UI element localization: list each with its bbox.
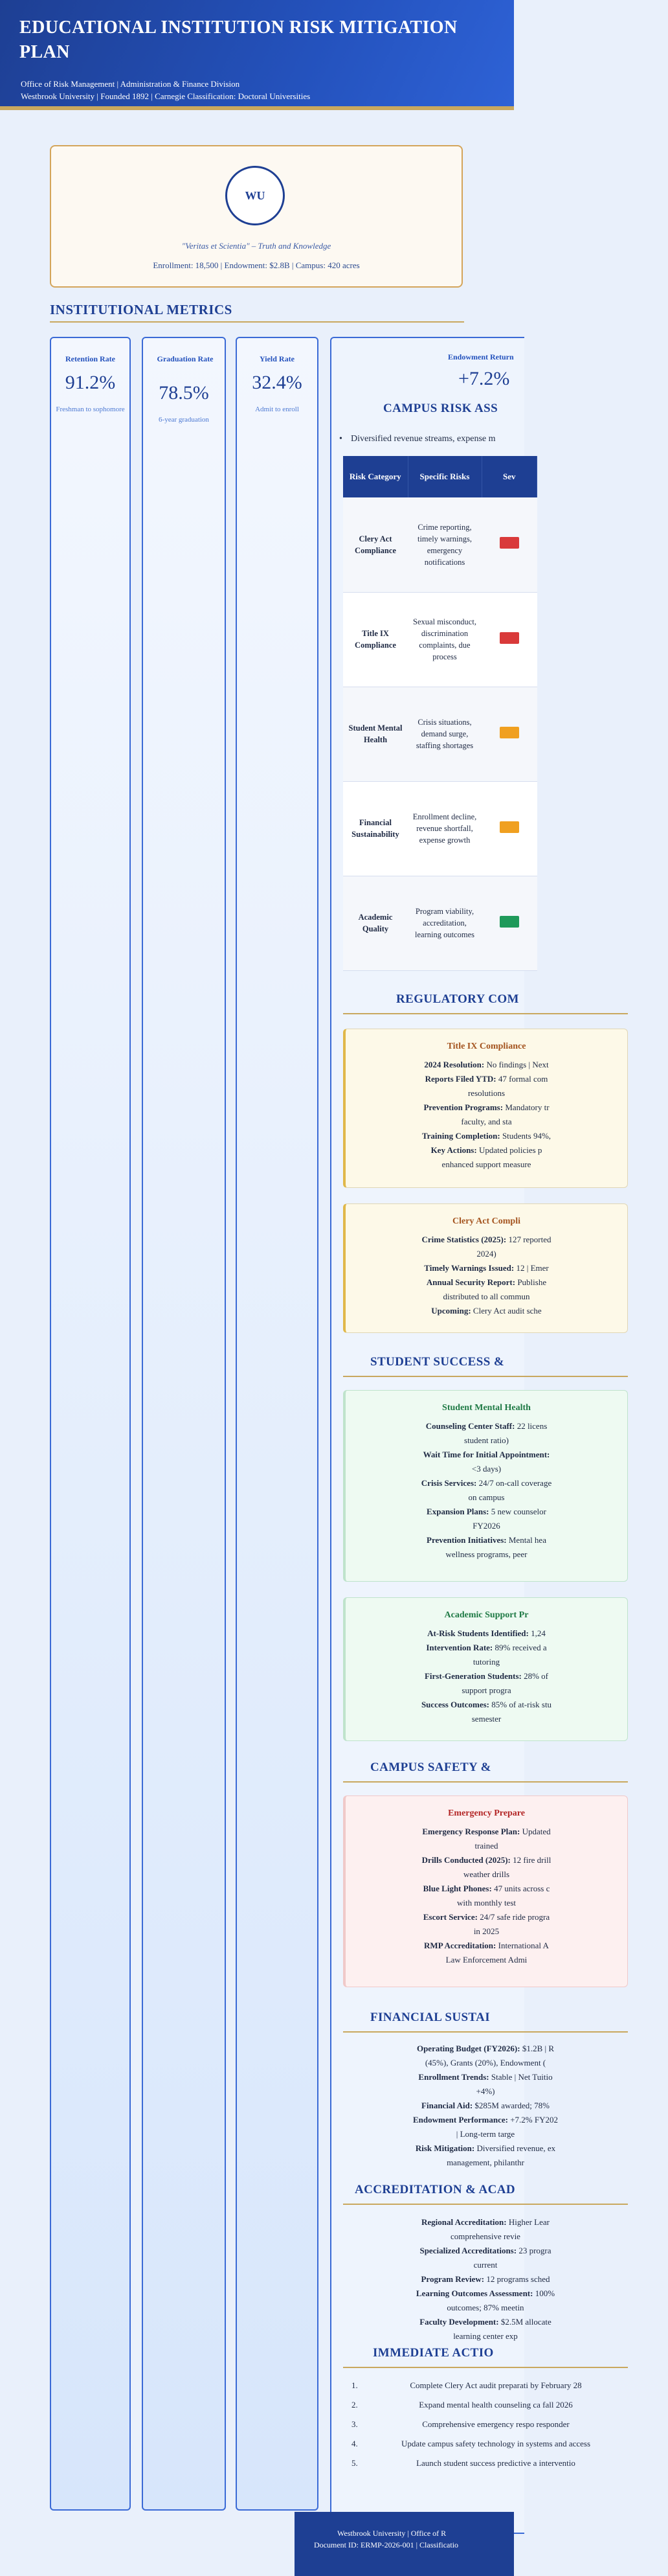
detail-key: Enrollment Trends: xyxy=(418,2072,489,2082)
risk-category: Academic Quality xyxy=(343,876,408,970)
detail-row xyxy=(355,1896,618,1910)
emergency-preparedness-card xyxy=(343,1795,628,1987)
risk-details: Enrollment decline, revenue shortfall, expense growth xyxy=(408,781,482,876)
detail-value: 5 new counselor xyxy=(489,1507,546,1516)
list-item: 3. Comprehensive emergency respo responder xyxy=(360,2417,632,2432)
column-header: Risk Category xyxy=(343,456,408,497)
detail-row xyxy=(355,1910,618,1924)
actions-title: IMMEDIATE ACTIO xyxy=(373,2346,494,2360)
header-university-line: Westbrook University | Founded 1892 | Carnegie Classification: Doctoral Universities xyxy=(21,91,311,101)
financial-title: FINANCIAL SUSTAI xyxy=(370,2011,491,2024)
header-office-line: Office of Risk Management | Administration & Finance Division xyxy=(21,79,240,89)
detail-value: Students 94%, xyxy=(500,1131,551,1141)
detail-value: (45%), Grants (20%), Endowment ( xyxy=(425,2058,546,2068)
metric-value: 91.2% xyxy=(65,372,116,393)
detail-key: Blue Light Phones: xyxy=(423,1884,492,1893)
severity-cell xyxy=(482,876,537,970)
detail-value: Diversified revenue, ex xyxy=(474,2143,556,2153)
detail-key: Prevention Programs: xyxy=(423,1102,504,1112)
detail-value: weather drills xyxy=(463,1869,510,1879)
risk-details: Sexual misconduct, discrimination complaints, due process xyxy=(408,592,482,687)
detail-key: Upcoming: xyxy=(431,1306,471,1316)
detail-value: $285M awarded; 78% xyxy=(473,2101,550,2110)
clery-act-card xyxy=(343,1203,628,1333)
severity-badge xyxy=(500,821,519,833)
detail-row xyxy=(355,1505,618,1519)
metric-note: 6-year graduation xyxy=(159,416,209,424)
detail-value: current xyxy=(473,2260,498,2270)
detail-row xyxy=(343,2329,628,2343)
detail-row xyxy=(355,1233,618,1247)
detail-row xyxy=(355,1882,618,1896)
detail-row xyxy=(355,1304,618,1318)
detail-row xyxy=(343,2258,628,2272)
severity-cell xyxy=(482,592,537,687)
detail-value: Higher Lear xyxy=(506,2217,550,2227)
detail-value: support progra xyxy=(462,1685,511,1695)
detail-key: At-Risk Students Identified: xyxy=(427,1628,529,1638)
detail-value: +4%) xyxy=(476,2086,495,2096)
detail-row xyxy=(355,1058,618,1072)
detail-value: $1.2B | R xyxy=(520,2044,555,2053)
detail-row xyxy=(355,1641,618,1655)
detail-row xyxy=(355,1275,618,1290)
detail-value: 89% received a xyxy=(493,1643,547,1652)
detail-value: learning center exp xyxy=(453,2331,518,2341)
detail-value: Mental hea xyxy=(506,1535,546,1545)
metric-card-graduation xyxy=(142,337,226,2511)
detail-key: Risk Mitigation: xyxy=(415,2143,475,2153)
detail-key: Crime Statistics (2025): xyxy=(421,1235,507,1244)
detail-value: trained xyxy=(474,1841,498,1851)
detail-key: Escort Service: xyxy=(423,1912,478,1922)
detail-row xyxy=(355,1698,618,1712)
detail-value: No findings | Next xyxy=(484,1060,549,1069)
detail-value: Law Enforcement Admi xyxy=(445,1955,528,1965)
detail-value: 12 fire drill xyxy=(510,1855,551,1865)
table-row xyxy=(343,592,537,687)
risk-category: Clery Act Compliance xyxy=(343,497,408,592)
detail-value: 28% of xyxy=(521,1671,549,1681)
detail-value: 23 progra xyxy=(517,2246,551,2255)
detail-row xyxy=(355,1476,618,1490)
detail-key: RMP Accreditation: xyxy=(424,1941,496,1950)
detail-key: Specialized Accreditations: xyxy=(419,2246,517,2255)
detail-key: Annual Security Report: xyxy=(426,1277,516,1287)
detail-key: Faculty Development: xyxy=(419,2317,499,2327)
detail-key: Training Completion: xyxy=(421,1131,500,1141)
metric-note: Freshman to sophomore xyxy=(56,405,125,413)
detail-key: Reports Filed YTD: xyxy=(425,1074,496,1084)
table-row xyxy=(343,781,537,876)
detail-key: Learning Outcomes Assessment: xyxy=(416,2288,533,2298)
detail-key: Financial Aid: xyxy=(421,2101,473,2110)
detail-row xyxy=(343,2244,628,2258)
detail-value: Updated policies p xyxy=(476,1145,542,1155)
detail-row xyxy=(355,1683,618,1698)
metric-value-endowment: +7.2% xyxy=(458,368,510,389)
detail-value: in 2025 xyxy=(473,1926,500,1936)
detail-row xyxy=(355,1462,618,1476)
card-heading: Emergency Prepare xyxy=(448,1808,525,1818)
actions-list xyxy=(343,2378,632,2476)
detail-value: 22 licens xyxy=(515,1421,548,1431)
academic-support-card xyxy=(343,1597,628,1741)
detail-row xyxy=(343,2286,628,2301)
severity-cell xyxy=(482,497,537,592)
metric-label: Graduation Rate xyxy=(157,354,214,363)
detail-row xyxy=(355,1712,618,1726)
student-success-title: STUDENT SUCCESS & xyxy=(370,1355,505,1369)
detail-value: Publishe xyxy=(515,1277,547,1287)
card-heading: Academic Support Pr xyxy=(444,1610,529,1620)
detail-value: tutoring xyxy=(473,1657,500,1667)
risk-table xyxy=(343,456,537,971)
detail-value: 12 | Emer xyxy=(514,1263,549,1273)
section-divider xyxy=(343,1376,628,1377)
detail-row xyxy=(355,1433,618,1448)
institution-card xyxy=(50,145,463,288)
footer-line-2: Document ID: ERMP-2026-001 | Classificatio xyxy=(314,2540,459,2549)
list-item: 2. Expand mental health counseling ca fall 2026 xyxy=(360,2398,632,2412)
severity-badge xyxy=(500,727,519,738)
metric-card-retention xyxy=(50,337,131,2511)
detail-value: 47 formal com xyxy=(496,1074,548,1084)
metric-note: Admit to enroll xyxy=(255,405,299,413)
university-seal-icon xyxy=(225,166,285,225)
detail-value: International A xyxy=(496,1941,549,1950)
detail-key: Drills Conducted (2025): xyxy=(421,1855,511,1865)
detail-value: 24/7 on-call coverage xyxy=(476,1478,552,1488)
severity-cell xyxy=(482,687,537,781)
detail-row xyxy=(343,2099,628,2113)
detail-value: 24/7 safe ride progra xyxy=(477,1912,550,1922)
detail-value: | Long-term targe xyxy=(456,2129,515,2139)
financial-details xyxy=(343,2042,628,2170)
detail-value: Updated xyxy=(520,1827,551,1836)
accreditation-details xyxy=(343,2215,628,2343)
risk-category: Title IX Compliance xyxy=(343,592,408,687)
detail-value: semester xyxy=(471,1714,502,1724)
detail-value: +7.2% FY202 xyxy=(507,2115,558,2125)
footer-line-1: Westbrook University | Office of R xyxy=(337,2529,447,2538)
detail-row xyxy=(355,1825,618,1839)
detail-row xyxy=(355,1290,618,1304)
regulatory-section-title: REGULATORY COM xyxy=(396,992,519,1006)
detail-value: wellness programs, peer xyxy=(445,1549,528,1559)
detail-value: $2.5M allocate xyxy=(498,2317,551,2327)
detail-row xyxy=(355,1655,618,1669)
detail-key: Operating Budget (FY2026): xyxy=(416,2044,520,2053)
detail-value: with monthly test xyxy=(457,1898,516,1908)
detail-value: 1,24 xyxy=(528,1628,546,1638)
detail-value: resolutions xyxy=(467,1088,506,1098)
detail-value: <3 days) xyxy=(471,1464,502,1474)
detail-value: 85% of at-risk stu xyxy=(489,1700,552,1709)
risk-details: Crisis situations, demand surge, staffing shortages xyxy=(408,687,482,781)
detail-row xyxy=(355,1547,618,1562)
detail-row xyxy=(343,2215,628,2229)
detail-key: Intervention Rate: xyxy=(426,1643,493,1652)
section-divider xyxy=(343,2031,628,2033)
detail-row xyxy=(355,1853,618,1867)
card-heading: Clery Act Compli xyxy=(452,1216,520,1226)
severity-badge xyxy=(500,916,519,928)
detail-key: Crisis Services: xyxy=(421,1478,477,1488)
section-divider xyxy=(343,1781,628,1783)
detail-key: Counseling Center Staff: xyxy=(425,1421,515,1431)
detail-value: Mandatory tr xyxy=(503,1102,550,1112)
detail-key: Program Review: xyxy=(421,2274,485,2284)
detail-value: 2024) xyxy=(476,1249,496,1259)
section-divider xyxy=(343,1013,628,1014)
metrics-section-title: INSTITUTIONAL METRICS xyxy=(50,302,232,317)
detail-row xyxy=(355,1669,618,1683)
campus-safety-title: CAMPUS SAFETY & xyxy=(370,1761,491,1774)
metric-value: 32.4% xyxy=(252,372,302,393)
detail-row xyxy=(355,1247,618,1261)
metric-value: 78.5% xyxy=(159,382,209,404)
detail-row xyxy=(343,2056,628,2070)
detail-row xyxy=(355,1129,618,1143)
seal-initials: WU xyxy=(245,188,265,202)
header-divider xyxy=(0,106,514,110)
risk-table-header xyxy=(343,456,537,497)
detail-row xyxy=(355,1533,618,1547)
main-content-panel xyxy=(330,337,591,2534)
detail-value: 100% xyxy=(533,2288,555,2298)
detail-row xyxy=(343,2113,628,2127)
document-title: EDUCATIONAL INSTITUTION RISK MITIGATION PLAN xyxy=(19,17,458,62)
detail-value: Stable | Net Tuitio xyxy=(489,2072,553,2082)
detail-value: management, philanthr xyxy=(447,2158,524,2167)
detail-key: First-Generation Students: xyxy=(424,1671,522,1681)
risk-category: Student Mental Health xyxy=(343,687,408,781)
detail-row xyxy=(343,2301,628,2315)
detail-row xyxy=(355,1072,618,1086)
severity-badge xyxy=(500,632,519,644)
detail-row xyxy=(343,2272,628,2286)
detail-row xyxy=(355,1939,618,1953)
detail-row xyxy=(355,1143,618,1157)
detail-value: on campus xyxy=(468,1492,505,1502)
detail-row xyxy=(355,1448,618,1462)
detail-row xyxy=(355,1115,618,1129)
accreditation-title: ACCREDITATION & ACAD xyxy=(355,2183,515,2196)
page-footer xyxy=(295,2512,514,2576)
detail-value: Clery Act audit sche xyxy=(471,1306,542,1316)
detail-key: Success Outcomes: xyxy=(421,1700,490,1709)
risk-bullet: • Diversified revenue streams, expense m xyxy=(351,434,496,444)
metric-card-yield xyxy=(236,337,318,2511)
column-header: Sev xyxy=(482,456,537,497)
detail-value: outcomes; 87% meetin xyxy=(447,2303,524,2312)
detail-row xyxy=(355,1100,618,1115)
detail-value: 47 units across c xyxy=(491,1884,550,1893)
detail-row xyxy=(355,1867,618,1882)
detail-value: faculty, and sta xyxy=(461,1117,512,1126)
detail-row xyxy=(355,1839,618,1853)
detail-key: Timely Warnings Issued: xyxy=(424,1263,515,1273)
table-row xyxy=(343,876,537,970)
detail-key: Wait Time for Initial Appointment: xyxy=(423,1450,550,1459)
detail-row xyxy=(355,1953,618,1967)
detail-row xyxy=(355,1157,618,1172)
university-stats: Enrollment: 18,500 | Endowment: $2.8B | Campus: 420 acres xyxy=(153,260,360,270)
detail-row xyxy=(343,2141,628,2156)
detail-row xyxy=(355,1490,618,1505)
section-divider xyxy=(50,321,464,323)
section-divider xyxy=(343,2367,628,2368)
table-row xyxy=(343,497,537,592)
detail-value: 127 reported xyxy=(506,1235,551,1244)
risk-section-title: CAMPUS RISK ASS xyxy=(383,402,498,415)
severity-badge xyxy=(500,537,519,549)
university-motto: "Veritas et Scientia" – Truth and Knowledge xyxy=(181,241,331,251)
card-heading: Student Mental Health xyxy=(442,1403,531,1413)
table-row xyxy=(343,687,537,781)
detail-key: Regional Accreditation: xyxy=(421,2217,507,2227)
page-header xyxy=(0,0,514,106)
detail-key: Key Actions: xyxy=(430,1145,477,1155)
detail-row xyxy=(343,2070,628,2084)
detail-row xyxy=(355,1086,618,1100)
detail-key: Emergency Response Plan: xyxy=(422,1827,520,1836)
risk-category: Financial Sustainability xyxy=(343,781,408,876)
mental-health-card xyxy=(343,1390,628,1582)
list-item: 5. Launch student success predictive a interventio xyxy=(360,2456,632,2470)
section-divider xyxy=(343,2204,628,2205)
detail-value: enhanced support measure xyxy=(441,1159,531,1169)
detail-key: Expansion Plans: xyxy=(427,1507,489,1516)
detail-key: 2024 Resolution: xyxy=(424,1060,485,1069)
list-item: 4. Update campus safety technology in systems and access xyxy=(360,2437,632,2451)
column-header: Specific Risks xyxy=(408,456,482,497)
metric-label-endowment: Endowment Return xyxy=(448,352,514,361)
risk-details: Crime reporting, timely warnings, emergency notifications xyxy=(408,497,482,592)
list-item: 1. Complete Clery Act audit preparati by February 28 xyxy=(360,2378,632,2393)
detail-value: FY2026 xyxy=(473,1521,500,1531)
detail-value: student ratio) xyxy=(464,1435,509,1445)
detail-key: Prevention Initiatives: xyxy=(427,1535,507,1545)
title-ix-card xyxy=(343,1029,628,1188)
detail-row xyxy=(343,2229,628,2244)
detail-row xyxy=(355,1261,618,1275)
severity-cell xyxy=(482,781,537,876)
detail-key: Endowment Performance: xyxy=(413,2115,508,2125)
card-heading: Title IX Compliance xyxy=(447,1042,526,1051)
detail-value: distributed to all commun xyxy=(443,1292,530,1301)
detail-row xyxy=(343,2042,628,2056)
detail-row xyxy=(355,1519,618,1533)
detail-row xyxy=(355,1924,618,1939)
detail-value: comprehensive revie xyxy=(451,2231,520,2241)
detail-row xyxy=(343,2127,628,2141)
detail-row xyxy=(355,1419,618,1433)
detail-row xyxy=(343,2156,628,2170)
metric-label: Yield Rate xyxy=(260,354,295,363)
risk-details: Program viability, accreditation, learning outcomes xyxy=(408,876,482,970)
detail-row xyxy=(343,2084,628,2099)
metric-label: Retention Rate xyxy=(65,354,115,363)
detail-row xyxy=(355,1626,618,1641)
detail-row xyxy=(343,2315,628,2329)
detail-value: 12 programs sched xyxy=(484,2274,550,2284)
